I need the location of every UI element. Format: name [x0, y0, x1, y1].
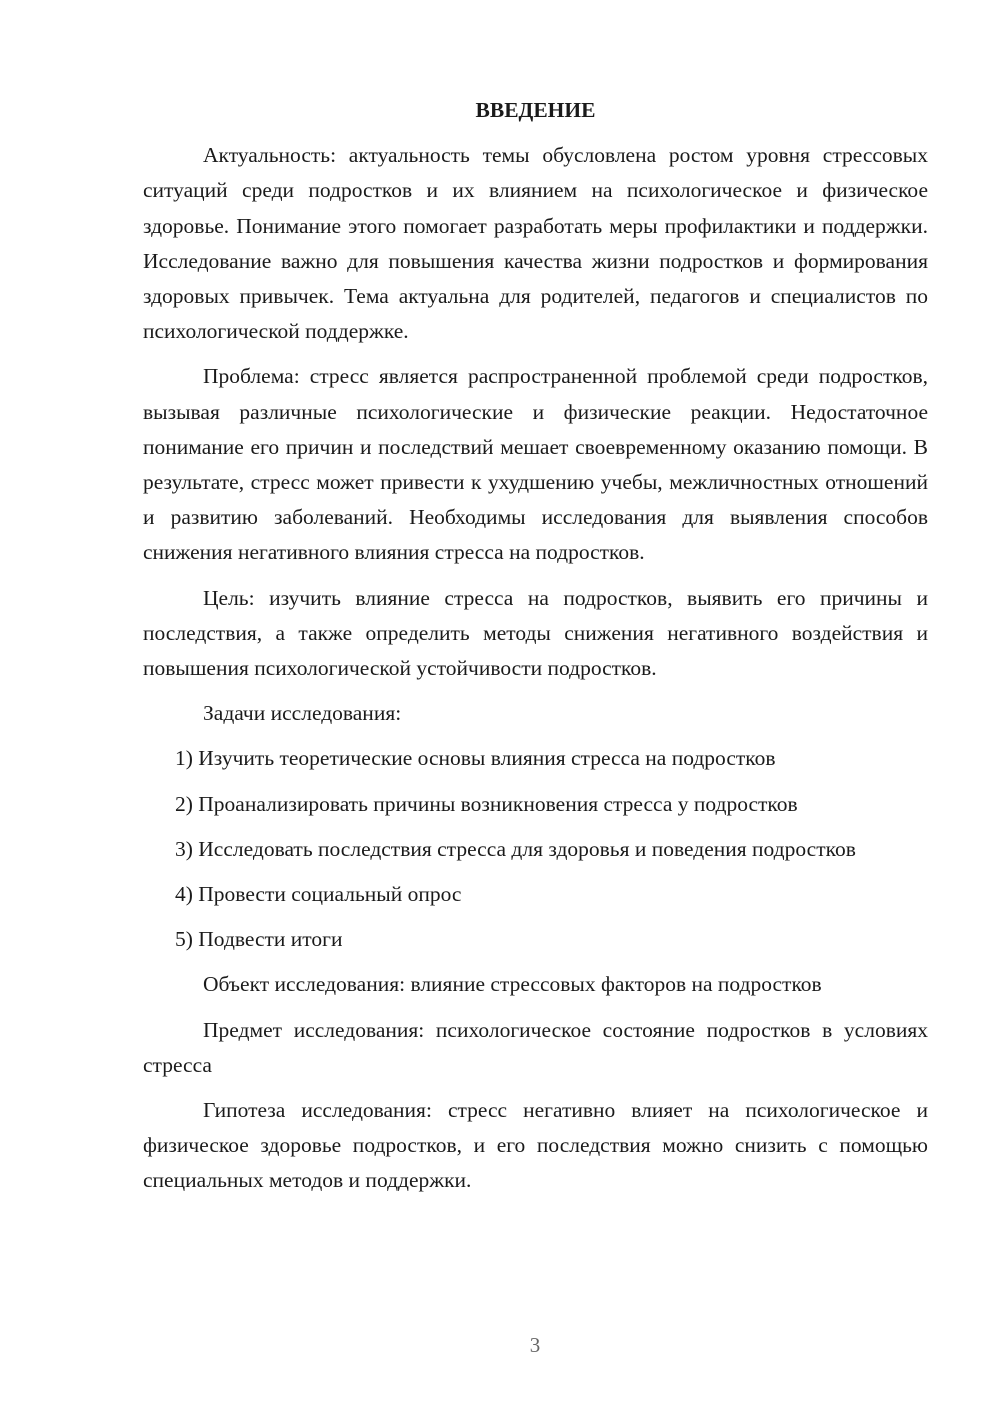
paragraph-hypothesis: Гипотеза исследования: стресс негативно влияет на психологическое и физическое здоровье подростков, и его последствия можно снизить с помощью специальных методов и поддержки.: [143, 1098, 928, 1193]
paragraph-goal: Цель: изучить влияние стресса на подростков, выявить его причины и последствия, а также определить методы снижения негативного воздействия и повышения психологической устойчивости подростков.: [143, 585, 928, 681]
task-item-3: 3) Исследовать последствия стресса для здоровья и поведения подростков: [175, 836, 856, 861]
task-item-5: 5) Подвести итоги: [175, 927, 343, 952]
section-title: ВВЕДЕНИЕ: [475, 98, 596, 122]
page-content: [143, 93, 928, 1209]
task-item-2: 2) Проанализировать причины возникновения стресса у подростков: [175, 791, 798, 816]
paragraph-relevance: Актуальность: актуальность темы обусловлена ростом уровня стрессовых ситуаций среди подростков и их влиянием на психологическое и физическое здоровье. Понимание этого помогает разработать меры профилактики и поддержки. Исследование важно для повышения качества жизни подростков и формирования здоровых привычек. Тема актуальна для родителей, педагогов и специалистов по психологической поддержке.: [143, 143, 928, 344]
tasks-heading: Задачи исследования:: [203, 701, 402, 726]
page-number: 3: [529, 1333, 541, 1357]
task-item-4: 4) Провести социальный опрос: [175, 882, 462, 907]
paragraph-subject: Предмет исследования: психологическое состояние подростков в условиях стресса: [143, 1017, 928, 1077]
task-item-1: 1) Изучить теоретические основы влияния стресса на подростков: [175, 746, 776, 771]
paragraph-object: Объект исследования: влияние стрессовых факторов на подростков: [203, 972, 822, 997]
paragraph-problem: Проблема: стресс является распространенной проблемой среди подростков, вызывая различные психологические и физические реакции. Недостаточное понимание его причин и последствий мешает своевременному оказанию помощи. В результате, стресс может привести к ухудшению учебы, межличностных отношений и развитию заболеваний. Необходимы исследования для выявления способов снижения негативного влияния стресса на подростков.: [143, 364, 928, 565]
